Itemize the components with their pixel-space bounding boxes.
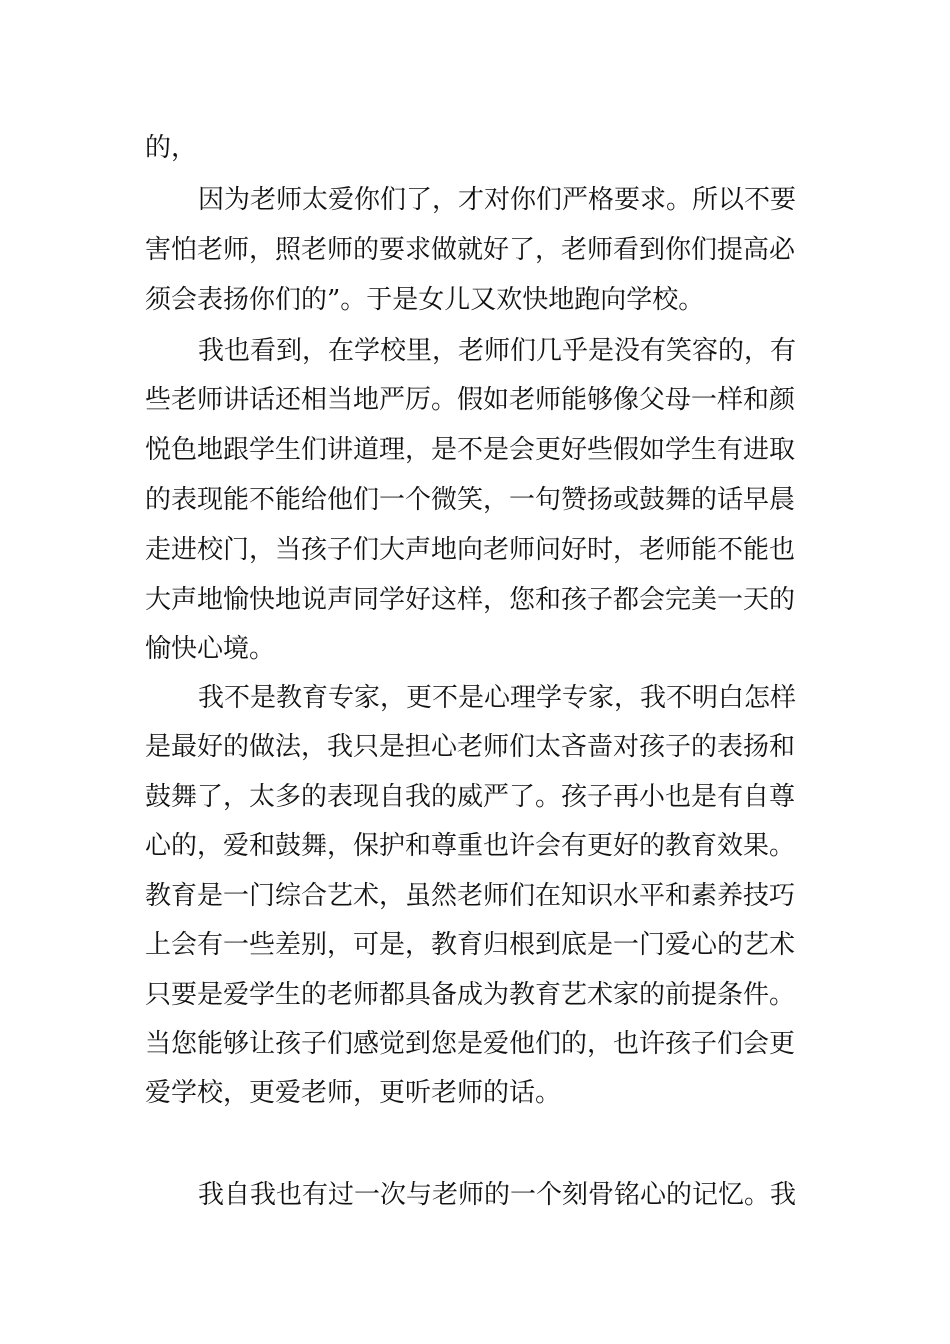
text-line: 上会有一些差别，可是，教育归根到底是一门爱心的艺术	[145, 930, 796, 960]
text-line: 我不是教育专家，更不是心理学专家，我不明白怎样	[198, 683, 797, 713]
text-line: 我自我也有过一次与老师的一个刻骨铭心的记忆。我	[198, 1180, 797, 1210]
text-line: 的，	[145, 133, 198, 163]
text-line: 因为老师太爱你们了，才对你们严格要求。所以不要	[198, 185, 797, 215]
text-line: 大声地愉快地说声同学好这样，您和孩子都会完美一天的	[145, 585, 796, 615]
text-line: 走进校门，当孩子们大声地向老师问好时，老师能不能也	[145, 535, 796, 565]
text-line: 悦色地跟学生们讲道理，是不是会更好些假如学生有进取	[145, 435, 796, 465]
text-line: 些老师讲话还相当地严厉。假如老师能够像父母一样和颜	[145, 385, 796, 415]
text-line: 心的，爱和鼓舞，保护和尊重也许会有更好的教育效果。	[145, 831, 796, 861]
text-line: 只要是爱学生的老师都具备成为教育艺术家的前提条件。	[145, 980, 796, 1010]
text-line: 害怕老师，照老师的要求做就好了，老师看到你们提高必	[145, 235, 796, 265]
text-line: 爱学校，更爱老师，更听老师的话。	[145, 1078, 562, 1108]
text-line: 当您能够让孩子们感觉到您是爱他们的，也许孩子们会更	[145, 1029, 796, 1059]
text-line: 的表现能不能给他们一个微笑，一句赞扬或鼓舞的话早晨	[145, 485, 796, 515]
text-line: 是最好的做法，我只是担心老师们太吝啬对孩子的表扬和	[145, 732, 796, 762]
text-line: 愉快心境。	[145, 634, 276, 664]
text-line: 鼓舞了，太多的表现自我的威严了。孩子再小也是有自尊	[145, 782, 796, 812]
text-line: 须会表扬你们的”。于是女儿又欢快地跑向学校。	[145, 285, 705, 315]
text-line: 我也看到，在学校里，老师们几乎是没有笑容的，有	[198, 336, 797, 366]
text-line: 教育是一门综合艺术，虽然老师们在知识水平和素养技巧	[145, 881, 796, 911]
